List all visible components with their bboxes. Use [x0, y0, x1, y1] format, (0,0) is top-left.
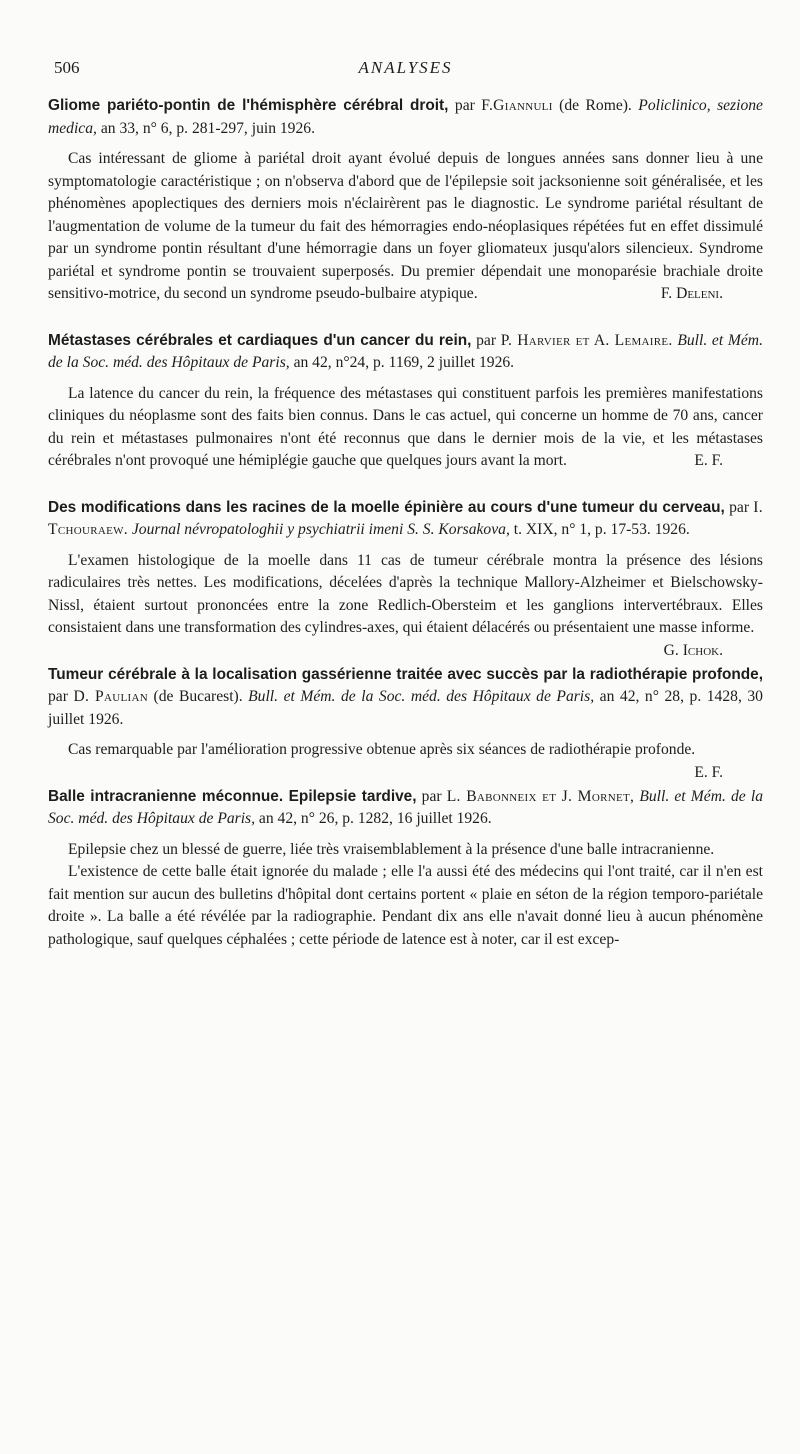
- entry-paragraph: Cas remarquable par l'amélioration progressive obtenue après six séances de radiothérapie profonde. E. F.: [48, 739, 763, 762]
- entry-authors: I. Tchouraew.: [48, 498, 763, 538]
- entry-signature: E. F.: [694, 763, 723, 781]
- entry-authors: P. Harvier et A. Lemaire.: [500, 331, 673, 349]
- entry-source: Journal névropatologhii y psychiatrii imeni S. S. Korsakova,: [131, 521, 510, 538]
- entry-details: an 42, n° 28, p. 1428, 30 juillet 1926.: [48, 688, 763, 728]
- entry-reference: Gliome pariéto-pontin de l'hémisphère cérébral droit, par F.Giannuli (de Rome). Policlinico, sezione medica, an 33, n° 6, p. 281-297, juin 1926.: [48, 97, 763, 137]
- entry-source: Policlinico, sezione medica,: [48, 97, 763, 137]
- entry-paragraph: L'examen histologique de la moelle dans 11 cas de tumeur cérébrale montra la présence des lésions radiculaires très nettes. Les modifications, décelées d'après la technique Mallory-Alzheimer et Bielschowsky-Nissl, étaient surtout prononcées entre la zone Redlich-Obersteim et les ganglions intervertébraux. Elles consistaient dans une transformation des cylindres-axes, qui étaient délacérés ou présentaient une masse informe. G. Ichok.: [48, 550, 763, 640]
- entry-paragraph: La latence du cancer du rein, la fréquence des métastases qui constituent parfois les premières manifestations cliniques du néoplasme sont des faits bien connus. Dans le cas actuel, qui concerne un homme de 70 ans, cancer du rein et métastases pulmonaires n'ont été reconnus que dans le dernier mois de la vie, et les métastases cérébrales n'ont provoqué une hémiplégie gauche que quelques jours avant la mort. E. F.: [48, 383, 763, 473]
- entry-reference: Des modifications dans les racines de la moelle épinière au cours d'une tumeur du cerveau, par I. Tchouraew. Journal névropatologhii y psychiatrii imeni S. S. Korsakova, t. XIX, n° 1, p. 17-53. 1926.: [48, 498, 763, 538]
- entry-reference: Balle intracranienne méconnue. Epilepsie tardive, par L. Babonneix et J. Mornet, Bull. et Mém. de la Soc. méd. des Hôpitaux de Paris, an 42, n° 26, p. 1282, 16 juillet 1926.: [48, 787, 763, 827]
- abstract-entry: [48, 330, 763, 473]
- running-head: ANALYSES: [358, 58, 453, 77]
- abstract-entry: [48, 497, 763, 659]
- entry-details: an 42, n° 26, p. 1282, 16 juillet 1926.: [255, 810, 492, 827]
- abstract-entry: [48, 664, 763, 781]
- entry-details: t. XIX, n° 1, p. 17-53. 1926.: [509, 521, 690, 538]
- entry-paragraph: Epilepsie chez un blessé de guerre, liée très vraisemblablement à la présence d'une balle intracranienne.: [68, 840, 715, 858]
- entry-title: Balle intracranienne méconnue. Epilepsie tardive,: [48, 787, 417, 805]
- entry-details: an 33, n° 6, p. 281-297, juin 1926.: [96, 119, 315, 137]
- entry-title: Des modifications dans les racines de la moelle épinière au cours d'une tumeur du cerveau,: [48, 498, 725, 516]
- entry-authors: L. Babonneix et J. Mornet,: [446, 787, 635, 805]
- entry-paragraph: L'existence de cette balle était ignorée du malade ; elle l'a aussi été des médecins qui l'ont traité, car il n'en est fait mention sur aucun des bulletins d'hôpital dont certains portent « plaie en séton de la région temporo-pariétale droite ». La balle a été révélée par la radiographie. Pendant dix ans elle n'avait donné lieu à aucun phénomène pathologique, sauf quelques céphalées ; cette période de latence est à noter, car il est excep-: [48, 863, 763, 948]
- entry-reference: Tumeur cérébrale à la localisation gassérienne traitée avec succès par la radiothérapie profonde, par D. Paulian (de Bucarest). Bull. et Mém. de la Soc. méd. des Hôpitaux de Paris, an 42, n° 28, p. 1428, 30 juillet 1926.: [48, 665, 763, 728]
- entry-source: Bull. et Mém. de la Soc. méd. des Hôpitaux de Paris,: [48, 331, 763, 371]
- abstract-entry: [48, 786, 763, 952]
- entry-signature: G. Ichok.: [663, 641, 723, 659]
- entry-title: Tumeur cérébrale à la localisation gassérienne traitée avec succès par la radiothérapie profonde,: [48, 665, 763, 683]
- entry-signature: F. Deleni.: [660, 285, 723, 302]
- page-header: [48, 58, 763, 82]
- entry-signature: E. F.: [694, 452, 723, 469]
- entry-authors: D. Paulian: [73, 688, 148, 705]
- abstracts-list: [48, 95, 763, 975]
- entry-authors: F.Giannuli: [481, 97, 553, 114]
- entry-title: Gliome pariéto-pontin de l'hémisphère cérébral droit,: [48, 97, 449, 114]
- entry-source: Bull. et Mém. de la Soc. méd. des Hôpitaux de Paris,: [248, 688, 595, 705]
- entry-source: Bull. et Mém. de la Soc. méd. des Hôpitaux de Paris,: [48, 787, 763, 827]
- entry-title: Métastases cérébrales et cardiaques d'un cancer du rein,: [48, 331, 472, 349]
- entry-details: an 42, n°24, p. 1169, 2 juillet 1926.: [289, 354, 515, 371]
- entry-paragraph: Cas intéressant de gliome à pariétal droit ayant évolué depuis de longues années sans donner lieu à une symptomatologie caractéristique ; on n'observa d'abord que de l'épilepsie soit jacksonienne soit généralisée, et les phénomènes apoplectiques des derniers mois n'éclairèrent pas le diagnostic. Le syndrome pariétal résultant de l'augmentation de volume de la tumeur du fait des hémorragies endo-néoplasiques répétées fut en effet dissimulé par un syndrome pontin résultant d'une hémorragie dans un foyer gliomateux jusqu'alors silencieux. Syndrome pariétal et syndrome pontin se trouvaient superposés. Du premier dépendait une monoparésie brachiale droite sensitivo-motrice, du second un syndrome pseudo-bulbaire atypique. F. Deleni.: [48, 148, 763, 306]
- page-number: 506: [54, 58, 80, 77]
- abstract-entry: [48, 95, 763, 306]
- entry-reference: Métastases cérébrales et cardiaques d'un cancer du rein, par P. Harvier et A. Lemaire. Bull. et Mém. de la Soc. méd. des Hôpitaux de Paris, an 42, n°24, p. 1169, 2 juillet 1926.: [48, 331, 763, 371]
